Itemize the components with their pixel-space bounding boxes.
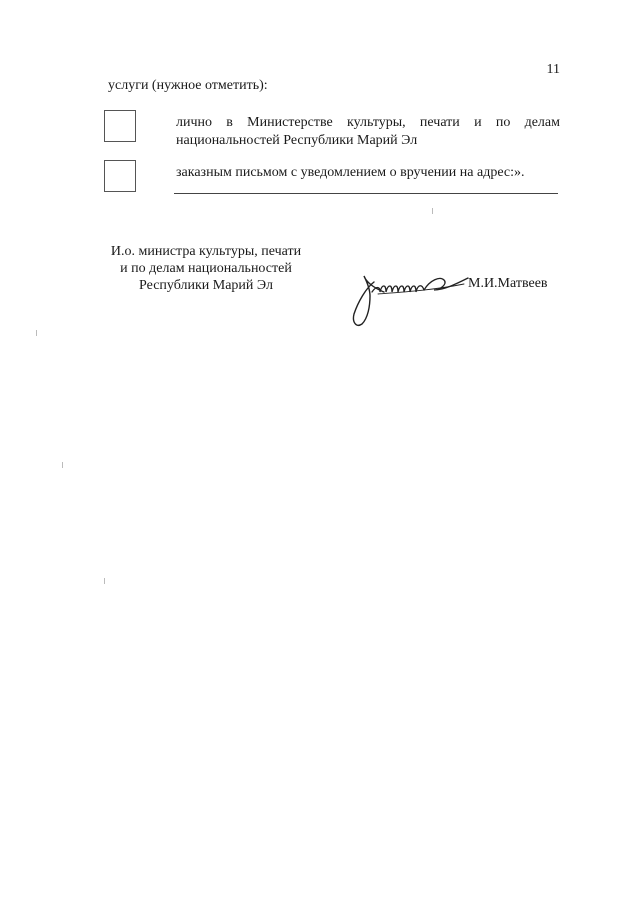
option-in-person-label: лично в Министерстве культуры, печати и по делам национальностей Республики Марий Эл xyxy=(176,115,560,148)
option-registered-mail-label: заказным письмом с уведомлением о вручении на адрес:». xyxy=(176,165,525,180)
option-in-person xyxy=(104,108,560,152)
scan-speck xyxy=(104,578,105,584)
scan-speck xyxy=(36,330,37,336)
signer-position-line: и по делам национальностей xyxy=(120,261,292,276)
address-fill-line xyxy=(174,193,558,194)
signer-position-line: Республики Марий Эл xyxy=(139,278,273,293)
signer-position xyxy=(100,243,312,294)
handwritten-signature xyxy=(344,262,474,332)
scan-speck xyxy=(432,208,433,214)
page-number: 11 xyxy=(546,62,560,77)
checkbox-registered-mail[interactable] xyxy=(104,160,136,192)
signer-position-line: И.о. министра культуры, печати xyxy=(110,244,302,259)
selection-instruction: услуги (нужное отметить): xyxy=(108,78,268,93)
checkbox-in-person[interactable] xyxy=(104,110,136,142)
option-registered-mail xyxy=(104,158,560,198)
scan-speck xyxy=(62,462,63,468)
signer-name: М.И.Матвеев xyxy=(468,276,548,291)
